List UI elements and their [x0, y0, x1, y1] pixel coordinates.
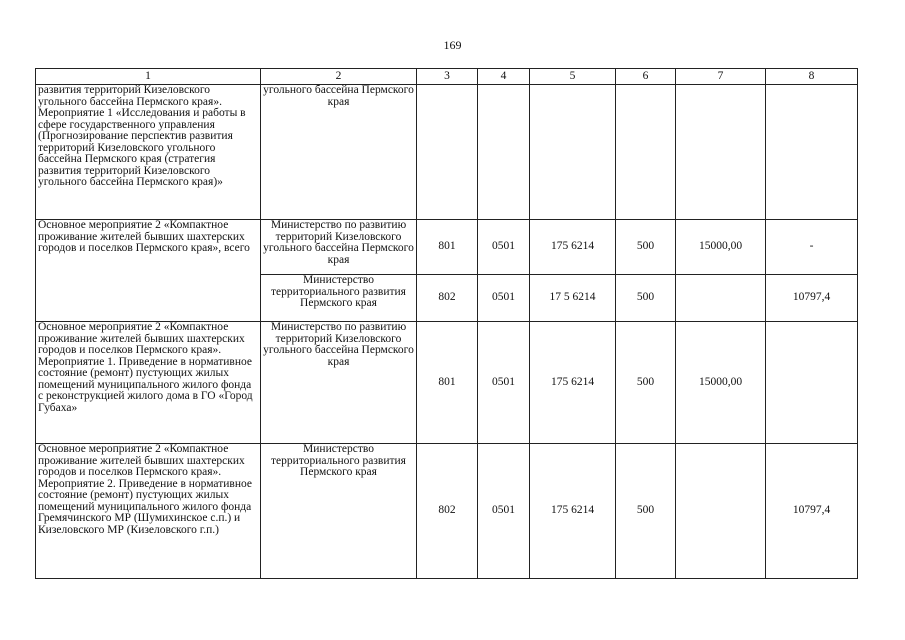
- column-header: 5: [530, 69, 616, 85]
- table-row: [36, 220, 858, 275]
- executor-cell: угольного бассейна Пермского края: [261, 85, 417, 220]
- cell-col6: 500: [616, 322, 676, 444]
- cell-col4: 0501: [478, 444, 530, 579]
- column-header: 2: [261, 69, 417, 85]
- cell-col8: [766, 322, 858, 444]
- executor-cell: Министерство территориального развития Пермского края: [261, 444, 417, 579]
- activity-name-cell: Основное мероприятие 2 «Компактное проживание жителей бывших шахтерских городов и поселков Пермского края». Мероприятие 2. Приведение в нормативное состояние (ремонт) пустующих жилых помещений муниципального жилого фонда Гремячинского МР (Шумихинское с.п.) и Кизеловского МР (Кизеловского г.п.): [36, 444, 261, 579]
- cell-col7: 15000,00: [676, 322, 766, 444]
- column-header: 8: [766, 69, 858, 85]
- table-row: [36, 444, 858, 579]
- column-header: 7: [676, 69, 766, 85]
- executor-cell: Министерство по развитию территорий Кизеловского угольного бассейна Пермского края: [261, 220, 417, 275]
- cell-col4: 0501: [478, 220, 530, 275]
- table-row: [36, 322, 858, 444]
- cell-col7: [676, 275, 766, 322]
- activity-name-cell: развития территорий Кизеловского угольного бассейна Пермского края». Мероприятие 1 «Исследования и работы в сфере государственного управления (Прогнозирование перспектив развития территорий Кизеловского угольного бассейна Пермского края (стратегия развития территорий Кизеловского угольного бассейна Пермского края)»: [36, 85, 261, 220]
- cell-col3: 802: [417, 275, 478, 322]
- cell-col3: 802: [417, 444, 478, 579]
- executor-cell: Министерство территориального развития Пермского края: [261, 275, 417, 322]
- column-header: 4: [478, 69, 530, 85]
- column-header: 3: [417, 69, 478, 85]
- executor-cell: Министерство по развитию территорий Кизеловского угольного бассейна Пермского края: [261, 322, 417, 444]
- cell-col8: [766, 85, 858, 220]
- cell-col8: -: [766, 220, 858, 275]
- cell-col8: 10797,4: [766, 444, 858, 579]
- header-row: [36, 69, 858, 85]
- cell-col6: [616, 85, 676, 220]
- cell-col5: 175 6214: [530, 444, 616, 579]
- page-number: 169: [443, 38, 462, 52]
- cell-col6: 500: [616, 275, 676, 322]
- cell-col3: 801: [417, 322, 478, 444]
- column-header: 1: [36, 69, 261, 85]
- cell-col8: 10797,4: [766, 275, 858, 322]
- cell-col4: [478, 85, 530, 220]
- activity-name-cell: Основное мероприятие 2 «Компактное проживание жителей бывших шахтерских городов и поселков Пермского края». Мероприятие 1. Приведение в нормативное состояние (ремонт) пустующих жилых помещений муниципального жилого фонда с реконструкцией жилого дома в ГО «Город Губаха»: [36, 322, 261, 444]
- cell-col7: [676, 85, 766, 220]
- activity-name-cell: Основное мероприятие 2 «Компактное проживание жителей бывших шахтерских городов и поселков Пермского края», всего: [36, 220, 261, 322]
- cell-col5: 175 6214: [530, 322, 616, 444]
- cell-col5: 175 6214: [530, 220, 616, 275]
- cell-col7: [676, 444, 766, 579]
- cell-col6: 500: [616, 444, 676, 579]
- budget-table: [35, 68, 858, 579]
- cell-col7: 15000,00: [676, 220, 766, 275]
- cell-col4: 0501: [478, 275, 530, 322]
- column-header: 6: [616, 69, 676, 85]
- cell-col5: 17 5 6214: [530, 275, 616, 322]
- cell-col6: 500: [616, 220, 676, 275]
- cell-col5: [530, 85, 616, 220]
- cell-col4: 0501: [478, 322, 530, 444]
- table-row: [36, 85, 858, 220]
- cell-col3: 801: [417, 220, 478, 275]
- cell-col3: [417, 85, 478, 220]
